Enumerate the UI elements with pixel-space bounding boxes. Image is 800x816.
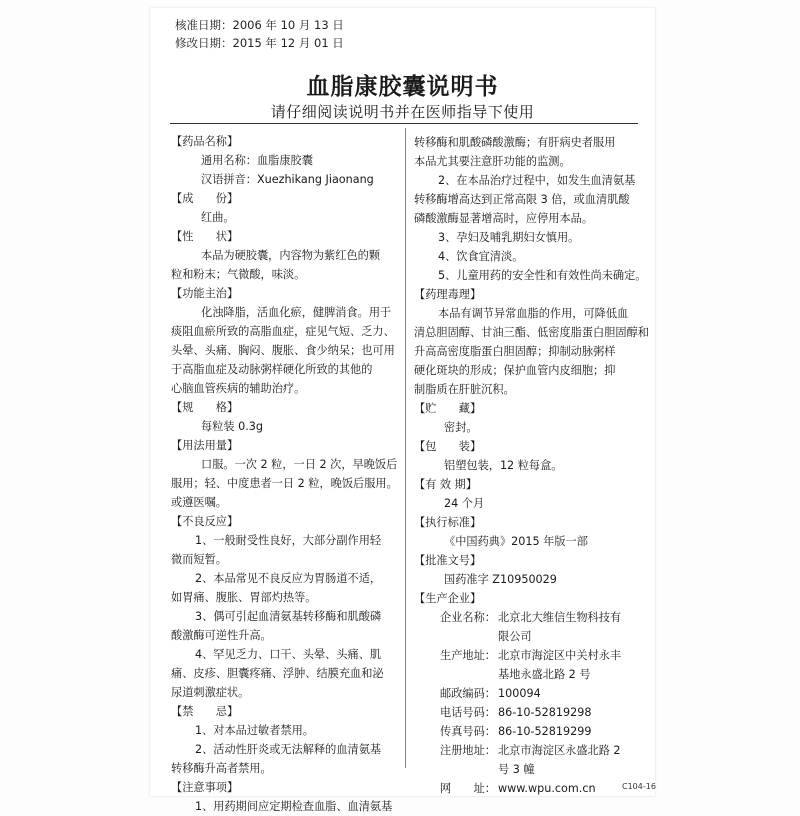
contraindication-line: 1、对本品过敏者禁用。 — [195, 724, 314, 737]
document-title: 血脂康胶囊说明书 — [306, 74, 499, 100]
section-heading-ingredients: 【成 份】 — [171, 192, 239, 205]
document-subtitle: 请仔细阅读说明书并在医师指导下使用 — [270, 103, 535, 121]
address-line: 北京市海淀区中关村永丰 — [498, 649, 622, 662]
phone-label: 电话号码： — [440, 706, 496, 719]
section-heading-manufacturer: 【生产企业】 — [414, 592, 482, 605]
specification-text: 每粒装 0.3g — [201, 420, 264, 433]
precaution-line: 5、儿童用药的安全性和有效性尚未确定。 — [438, 269, 647, 282]
standard-text: 《中国药典》2015 年版一部 — [444, 535, 588, 548]
website-value: www.wpu.com.cn — [498, 782, 596, 795]
ingredients-text: 红曲。 — [201, 211, 235, 224]
print-code: C104-16 — [622, 782, 656, 791]
section-heading-package: 【包 装】 — [414, 440, 482, 453]
adverse-line: 尿道刺激症状。 — [171, 686, 250, 699]
phone-row — [414, 703, 636, 722]
registered-address-label: 注册地址： — [440, 744, 496, 757]
postcode-label: 邮政编码： — [440, 687, 496, 700]
adverse-line: 4、罕见乏力、口干、头晕、头痛、肌 — [195, 648, 382, 661]
section-heading-adverse-reactions: 【不良反应】 — [171, 515, 239, 528]
section-heading-precautions: 【注意事项】 — [171, 781, 239, 794]
indications-line: 化浊降脂，活血化瘀，健脾消食。用于 — [201, 306, 392, 319]
adverse-line: 3、偶可引起血清氨基转移酶和肌酸磷 — [195, 610, 382, 623]
website-label: 网 址： — [440, 782, 496, 795]
pinyin-name: 汉语拼音：Xuezhikang Jiaonang — [201, 173, 374, 186]
postcode-value: 100094 — [498, 687, 541, 700]
postcode-row — [414, 684, 636, 703]
precaution-line: 转移酶增高达到正常高限 3 倍，或血清肌酸 — [414, 193, 630, 206]
precaution-line: 1、用药期间应定期检查血脂、血清氨基 — [195, 800, 393, 813]
adverse-line: 如胃痛、腹胀、胃部灼热等。 — [171, 591, 317, 604]
title-rule — [170, 123, 638, 124]
precaution-line: 本品尤其要注意肝功能的监测。 — [414, 155, 571, 168]
indications-line: 心脑血管疾病的辅助治疗。 — [171, 382, 306, 395]
pharmacology-line: 制脂质在肝脏沉积。 — [414, 383, 515, 396]
precaution-line: 3、孕妇及哺乳期妇女慎用。 — [438, 231, 580, 244]
revision-date: 修改日期：2015 年 12 月 01 日 — [175, 36, 344, 50]
validity-text: 24 个月 — [444, 497, 485, 510]
adverse-line: 1、一般耐受性良好，大部分副作用轻 — [195, 534, 382, 547]
description-line: 本品为硬胶囊，内容物为紫红色的颗 — [201, 249, 381, 262]
section-heading-contraindications: 【禁 忌】 — [171, 705, 239, 718]
fax-label: 传真号码： — [440, 725, 496, 738]
company-row — [414, 608, 636, 646]
fax-value: 86-10-52819299 — [498, 725, 592, 738]
address-line: 基地永盛北路 2 号 — [498, 668, 591, 681]
section-heading-dosage: 【用法用量】 — [171, 439, 239, 452]
registered-address-line: 北京市海淀区永盛北路 2 — [498, 744, 621, 757]
adverse-line: 2、本品常见不良反应为胃肠道不适， — [195, 572, 382, 585]
address-row — [414, 646, 636, 684]
fax-row — [414, 722, 636, 741]
registered-address-row — [414, 741, 636, 779]
left-column — [171, 132, 398, 816]
company-name-line: 限公司 — [498, 630, 532, 643]
generic-name: 通用名称：血脂康胶囊 — [201, 154, 313, 167]
contraindication-line: 转移酶升高者禁用。 — [171, 762, 272, 775]
precaution-line: 2、在本品治疗过程中，如发生血清氨基 — [438, 174, 636, 187]
adverse-line: 痛、皮疹、胆囊疼痛、浮肿、结膜充血和泌 — [171, 667, 384, 680]
section-heading-storage: 【贮 藏】 — [414, 402, 482, 415]
adverse-line: 微而短暂。 — [171, 553, 227, 566]
column-divider — [405, 128, 406, 768]
address-label: 生产地址： — [440, 649, 496, 662]
website-row — [414, 779, 636, 798]
section-heading-specification: 【规 格】 — [171, 401, 239, 414]
registered-address-line: 号 3 幢 — [498, 763, 535, 776]
production-address — [496, 646, 636, 684]
description-line: 粒和粉末；气微酸，味淡。 — [171, 268, 306, 281]
pharmacology-line: 本品有调节异常血脂的作用，可降低血 — [438, 307, 629, 320]
approval-number: 国药准字 Z10950029 — [444, 573, 557, 586]
dosage-line: 服用；轻、中度患者一日 2 粒，晚饭后服用。 — [171, 477, 398, 490]
pharmacology-line: 升高高密度脂蛋白胆固醇；抑制动脉粥样 — [414, 345, 616, 358]
precaution-line: 磷酸激酶显著增高时，应停用本品。 — [414, 212, 594, 225]
section-heading-approval-number: 【批准文号】 — [414, 554, 482, 567]
company-name — [496, 608, 636, 646]
package-text: 铝塑包装，12 粒每盒。 — [444, 459, 563, 472]
registered-address — [496, 741, 636, 779]
approval-date: 核准日期：2006 年 10 月 13 日 — [175, 18, 344, 32]
precaution-line: 4、饮食宜清淡。 — [438, 250, 524, 263]
company-name-line: 北京北大维信生物科技有 — [498, 611, 622, 624]
dosage-line: 或遵医嘱。 — [171, 496, 227, 509]
section-heading-validity: 【有 效 期】 — [414, 478, 478, 491]
date-block — [175, 16, 344, 52]
section-heading-description: 【性 状】 — [171, 230, 239, 243]
dosage-line: 口服。一次 2 粒，一日 2 次，早晚饭后 — [201, 458, 398, 471]
storage-text: 密封。 — [444, 421, 478, 434]
company-label: 企业名称： — [440, 611, 496, 624]
pharmacology-line: 清总胆固醇、甘油三酯、低密度脂蛋白胆固醇和 — [414, 326, 649, 339]
indications-line: 于高脂血症及动脉粥样硬化所致的其他的 — [171, 363, 373, 376]
indications-line: 头晕、头痛、胸闷、腹胀、食少纳呆；也可用 — [171, 344, 395, 357]
precaution-line: 转移酶和肌酸磷酸激酶；有肝病史者服用 — [414, 136, 616, 149]
pharmacology-line: 硬化斑块的形成；保护血管内皮细胞；抑 — [414, 364, 616, 377]
phone-value: 86-10-52819298 — [498, 706, 592, 719]
adverse-line: 酸激酶可逆性升高。 — [171, 629, 272, 642]
section-heading-indications: 【功能主治】 — [171, 287, 239, 300]
section-heading-standard: 【执行标准】 — [414, 516, 482, 529]
contraindication-line: 2、活动性肝炎或无法解释的血清氨基 — [195, 743, 382, 756]
section-heading-drug-name: 【药品名称】 — [171, 135, 239, 148]
section-heading-pharmacology: 【药理毒理】 — [414, 288, 482, 301]
indications-line: 痰阻血瘀所致的高脂血症，症见气短、乏力、 — [171, 325, 395, 338]
